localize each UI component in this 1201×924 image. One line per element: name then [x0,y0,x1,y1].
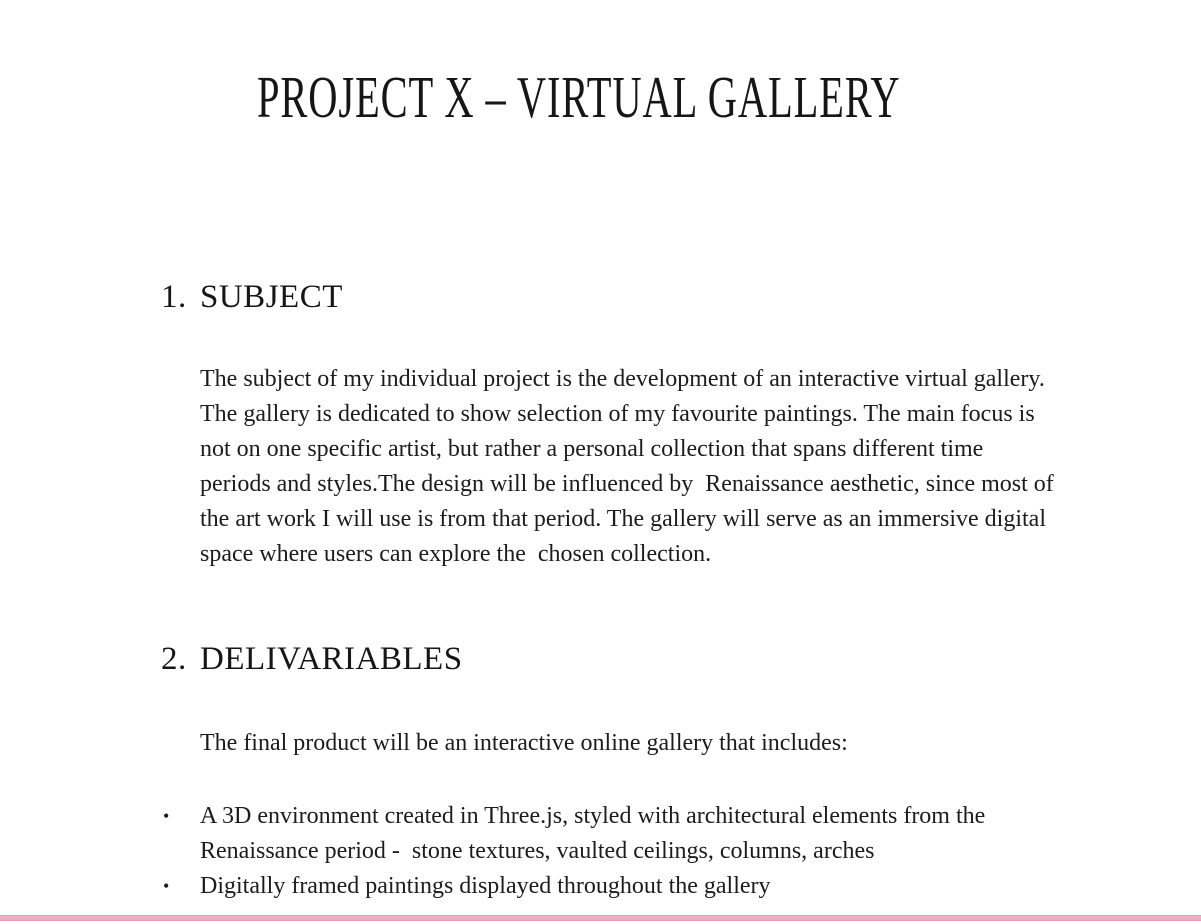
section-1-number: 1. [161,279,187,315]
section-2-heading-text: DELIVARIABLES [200,641,463,677]
list-item [163,799,1053,869]
section-1-heading [161,279,343,317]
section-2-body: The final product will be an interactive online gallery that includes: [200,730,848,756]
section-2-number: 2. [161,641,187,677]
bullet-icon: • [163,806,170,826]
deliverables-list [163,799,1053,904]
section-1-body: The subject of my individual project is the development of an interactive virtual gallery. The gallery is dedicated to show selection of my favourite paintings. The main focus is not on one specific artist, but rather a personal collection that spans different time periods and styles.The design will be influenced by Renaissance aesthetic, since most of the art work I will use is from that period. The gallery will serve as an immersive digital space where users can explore the chosen collection. [200,366,1060,567]
bullet-icon: • [163,876,170,896]
list-item [163,869,1053,904]
crop-marker-line [0,915,1201,921]
list-item-text: Digitally framed paintings displayed throughout the gallery [200,873,771,899]
section-1-heading-text: SUBJECT [200,279,343,315]
document-title: PROJECT X – VIRTUAL GALLERY [257,64,901,130]
section-2-heading [161,641,463,679]
list-item-text: A 3D environment created in Three.js, styled with architectural elements from the Renaissance period - stone textures, vaulted ceilings, columns, arches [200,803,992,864]
